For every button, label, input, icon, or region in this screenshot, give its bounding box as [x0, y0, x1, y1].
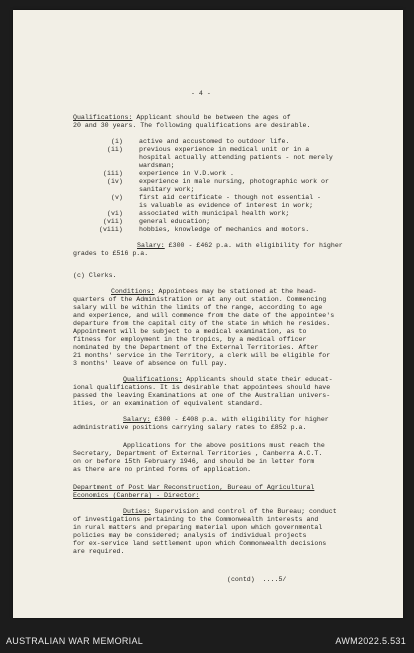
conditions-line: salary will be within the limits of the range, according to age — [73, 304, 323, 311]
duties-line: Duties: Supervision and control of the Bureau; conduct — [123, 508, 337, 515]
applications-line: Applications for the above positions must reach the — [123, 442, 325, 449]
clerk-qualifications-line: passed the leaving Examinations at one of the Australian univers- — [73, 392, 331, 399]
duties-line: of investigations pertaining to the Commonwealth interests and — [73, 516, 319, 523]
footer-source: AUSTRALIAN WAR MEMORIAL — [6, 636, 144, 646]
list-item: hospital actually attending patients - not merely — [139, 154, 333, 161]
clerk-salary-line: administrative positions carrying salary rates to £852 p.a. — [73, 424, 307, 431]
clerk-qualifications-line: ional qualifications. It is desirable that appointees should have — [73, 384, 331, 391]
list-item-number: (vii) — [103, 218, 123, 225]
qualifications-line: 20 and 30 years. The following qualifications are desirable. — [73, 122, 311, 129]
department-heading: Department of Post War Reconstruction, Bureau of Agricultural — [73, 484, 315, 491]
footer-reference: AWM2022.5.531 — [335, 636, 406, 646]
list-item: first aid certificate - though not essential - — [139, 194, 322, 201]
clerk-qualifications-line: ities, or an examination of equivalent standard. — [73, 400, 263, 407]
list-item-number: (i) — [111, 138, 123, 145]
conditions-line: fitness for employment in the tropics, by a medical officer — [73, 336, 307, 343]
list-item: general education; — [139, 218, 211, 225]
department-heading: Economics (Canberra) - Director: — [73, 492, 200, 499]
applications-line: Secretary, Department of External Territories , Canberra A.C.T. — [73, 450, 323, 457]
clerk-qualifications-line: Qualifications: Applicants should state their educat- — [123, 376, 333, 383]
duties-line: in rural matters and preparing material upon which governmental — [73, 524, 323, 531]
list-item: active and accustomed to outdoor life. — [139, 138, 290, 145]
conditions-line: Appointment will be subject to a medical examination, as to — [73, 328, 307, 335]
section-heading-clerks: (c) Clerks. — [73, 272, 117, 279]
conditions-line: nominated by the Department of the External Territories. After — [73, 344, 319, 351]
clerk-salary-line: Salary: £300 - £408 p.a. with eligibility for higher — [123, 416, 329, 423]
duties-line: are required. — [73, 548, 125, 555]
salary-line: grades to £516 p.a. — [73, 250, 149, 257]
conditions-line: and experience, and will commence from the date of the appointee's — [73, 312, 335, 319]
list-item-number: (viii) — [99, 226, 123, 233]
list-item-number: (v) — [111, 194, 123, 201]
list-item-number: (ii) — [107, 146, 123, 153]
duties-line: policies may be considered; analysis of individual projects — [73, 532, 307, 539]
list-item-number: (iii) — [103, 170, 123, 177]
list-item: previous experience in medical unit or in a — [139, 146, 310, 153]
conditions-line: quarters of the Administration or at any out station. Commencing — [73, 296, 327, 303]
duties-line: for ex-service land settlement upon which Commonwealth decisions — [73, 540, 327, 547]
list-item: wardsman; — [139, 162, 175, 169]
conditions-line: Conditions: Appointees may be stationed at the head- — [111, 288, 317, 295]
applications-line: as there are no printed forms of application. — [73, 466, 252, 473]
list-item: experience in male nursing, photographic work or — [139, 178, 329, 185]
list-item: is valuable as evidence of interest in work; — [139, 202, 314, 209]
list-item: hobbies, knowledge of mechanics and motors. — [139, 226, 310, 233]
list-item: sanitary work; — [139, 186, 195, 193]
list-item: experience in V.D.work . — [139, 170, 234, 177]
list-item-number: (vi) — [107, 210, 123, 217]
conditions-line: 21 months' service in the Territory, a clerk will be eligible for — [73, 352, 331, 359]
conditions-line: departure from the capital city of the state in which he resides. — [73, 320, 331, 327]
applications-line: on or before 15th February 1946, and should be in letter form — [73, 458, 315, 465]
salary-line: Salary: £300 - £462 p.a. with eligibility for higher — [137, 242, 343, 249]
list-item-number: (iv) — [107, 178, 123, 185]
document-page — [13, 10, 403, 618]
page-number: - 4 - — [191, 90, 211, 97]
archive-footer — [0, 620, 414, 653]
list-item: associated with municipal health work; — [139, 210, 290, 217]
continued-note: (contd) ....5/ — [227, 576, 287, 583]
qualifications-heading: Qualifications: Applicant should be between the ages of — [73, 114, 291, 121]
conditions-line: 3 months' leave of absence on full pay. — [73, 360, 228, 367]
